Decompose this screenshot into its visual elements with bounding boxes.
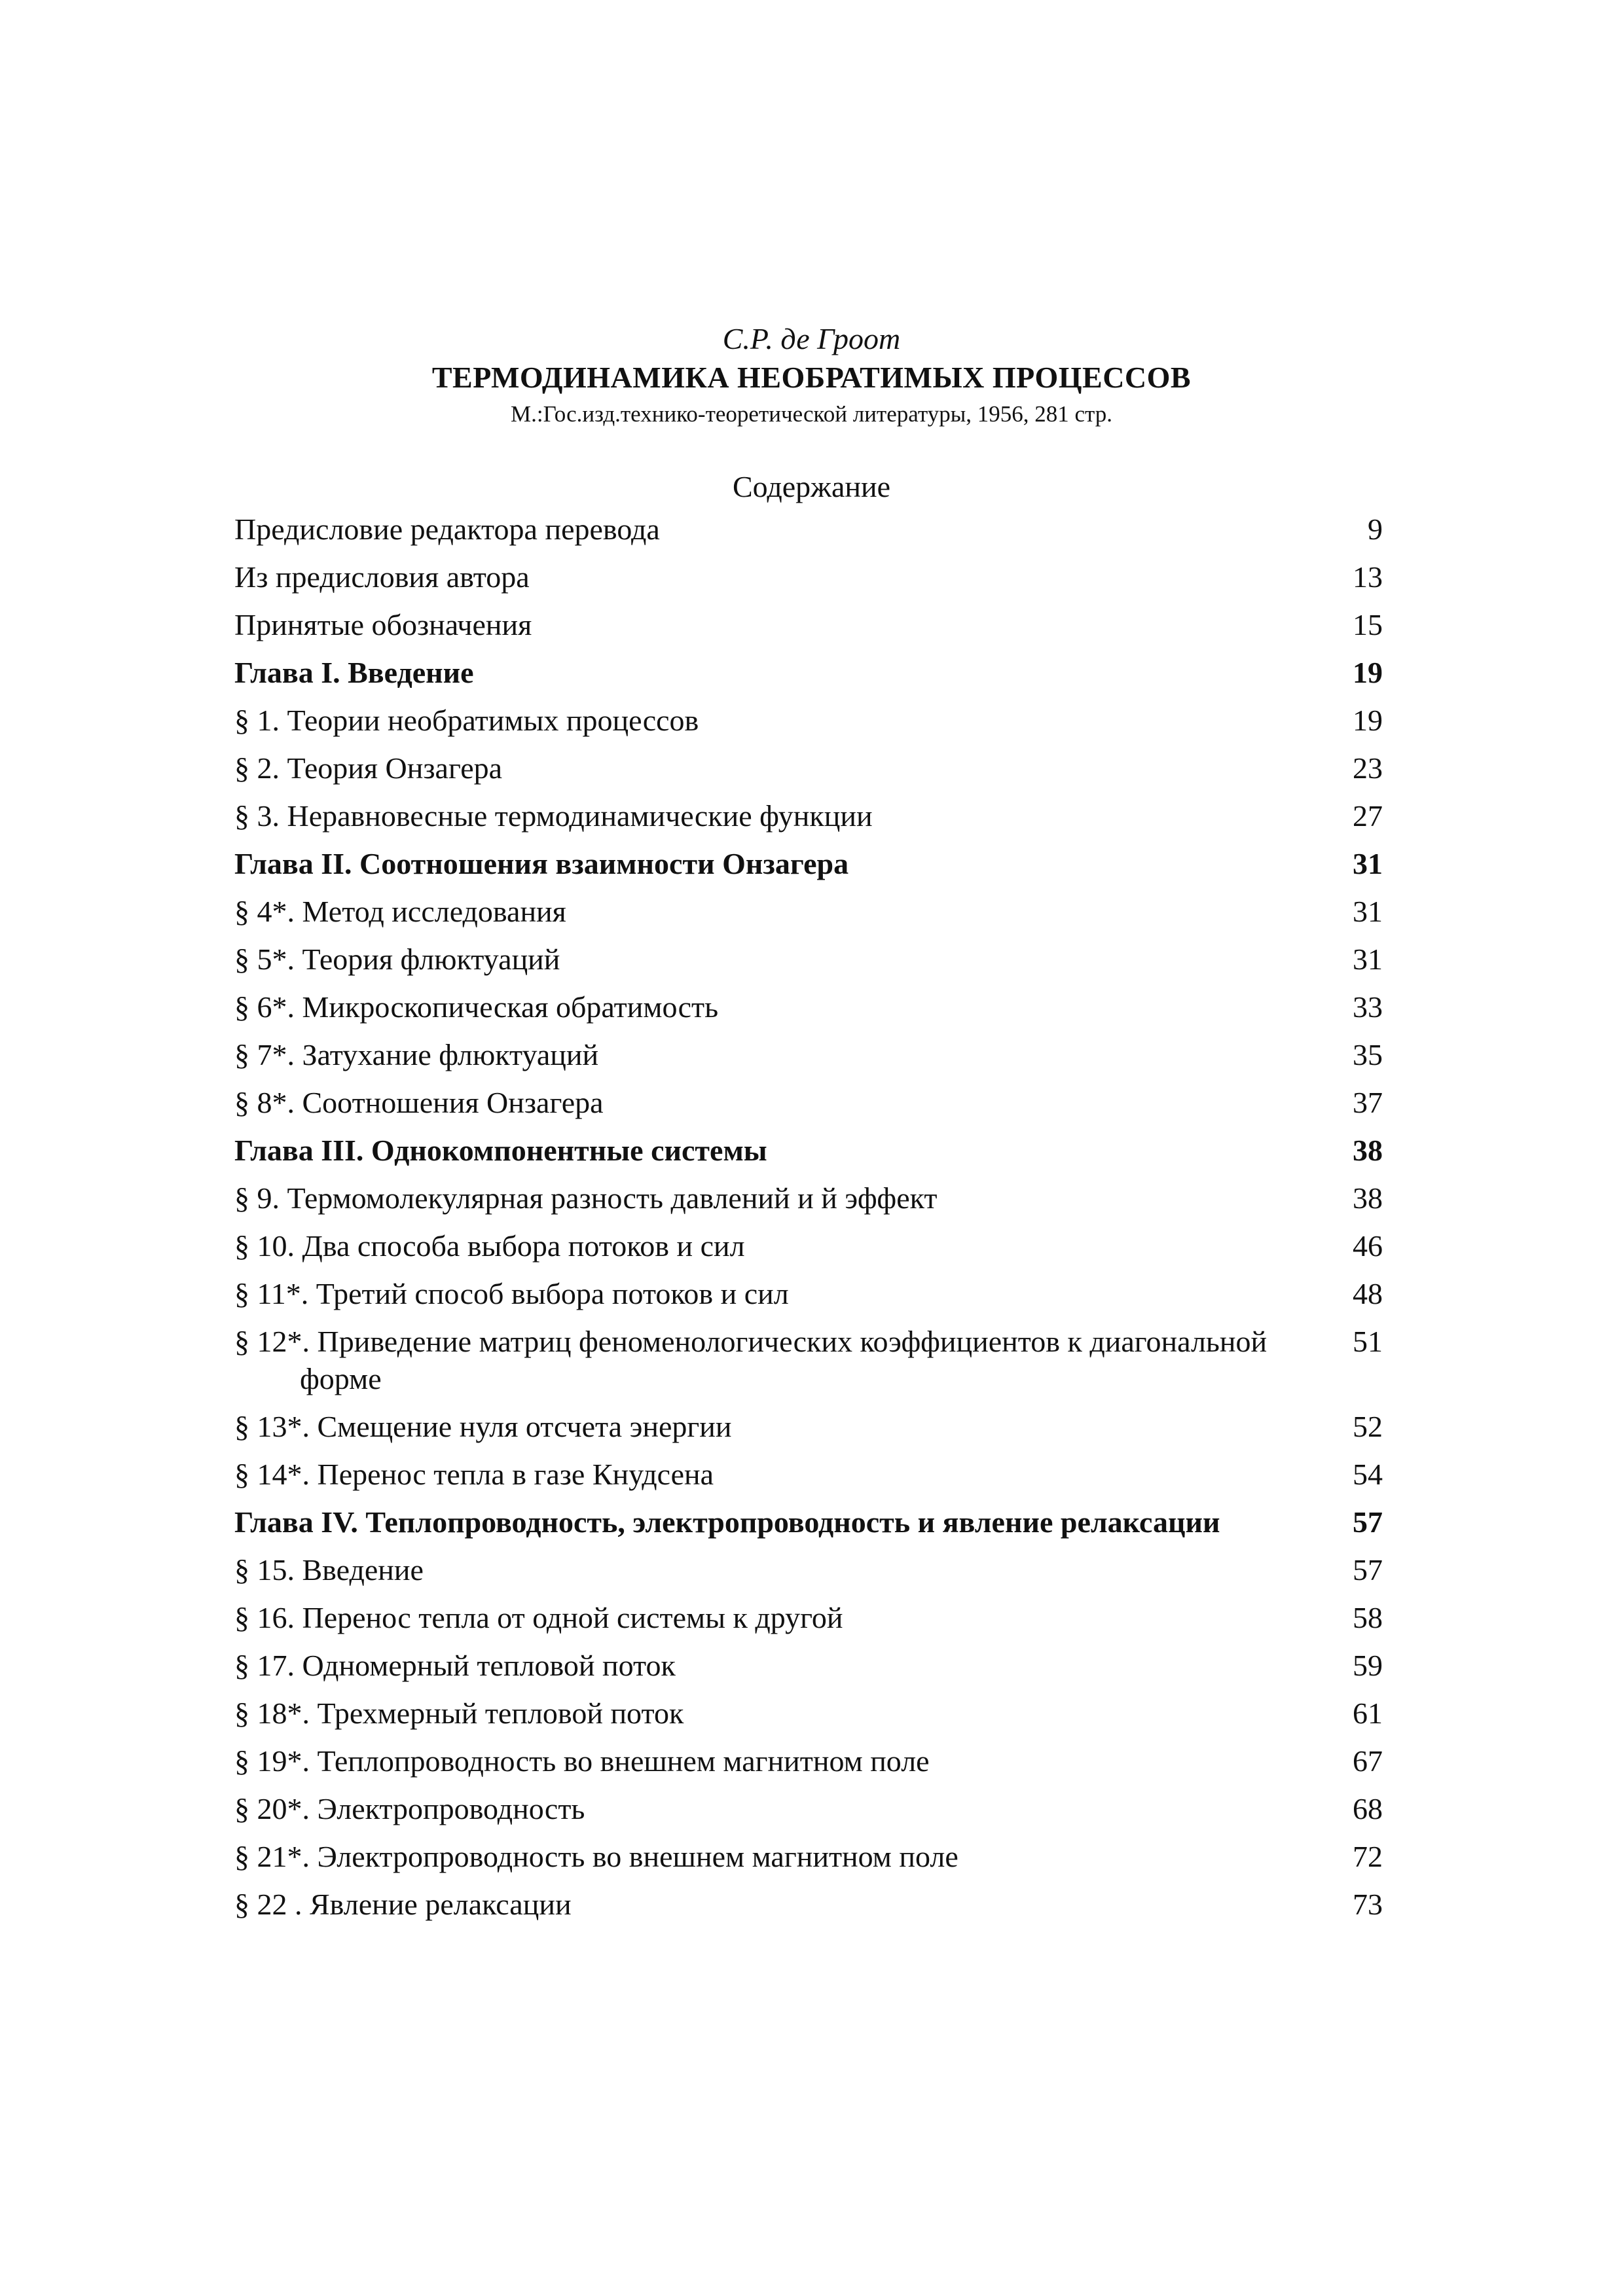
toc-row	[234, 1179, 1383, 1217]
toc-page-number: 33	[1353, 990, 1383, 1024]
toc-row	[234, 1323, 1383, 1397]
toc-page-number: 54	[1353, 1458, 1383, 1491]
toc-page-number: 15	[1353, 608, 1383, 641]
toc-row	[234, 1227, 1383, 1265]
toc-entry-label: § 21*. Электропроводность во внешнем магнитном поле	[234, 1840, 958, 1873]
toc-page-number: 67	[1353, 1744, 1383, 1778]
toc-entry-label: § 13*. Смещение нуля отсчета энергии	[234, 1410, 732, 1443]
toc-row	[234, 1790, 1383, 1827]
table-of-contents	[234, 511, 1383, 1933]
toc-page-number: 68	[1353, 1792, 1383, 1825]
toc-row	[234, 1456, 1383, 1493]
toc-page-number: 19	[1353, 656, 1383, 689]
toc-entry-label: Предисловие редактора перевода	[234, 512, 660, 546]
toc-row	[234, 1551, 1383, 1588]
toc-entry-label: § 12*. Приведение матриц феноменологических коэффициентов к диагональной форме	[234, 1325, 1267, 1395]
toc-page-number: 61	[1353, 1696, 1383, 1730]
toc-page-number: 58	[1353, 1601, 1383, 1634]
toc-row	[234, 1599, 1383, 1636]
toc-page-number: 9	[1368, 512, 1383, 546]
book-title: ТЕРМОДИНАМИКА НЕОБРАТИМЫХ ПРОЦЕССОВ	[431, 361, 1192, 394]
toc-row	[234, 606, 1383, 643]
toc-entry-label: § 14*. Перенос тепла в газе Кнудсена	[234, 1458, 714, 1491]
toc-row	[234, 988, 1383, 1026]
toc-entry-label: § 22 . Явление релаксации	[234, 1888, 572, 1921]
toc-entry-label: Из предисловия автора	[234, 560, 530, 594]
toc-entry-label: § 16. Перенос тепла от одной системы к другой	[234, 1601, 843, 1634]
toc-page-number: 57	[1353, 1553, 1383, 1587]
toc-entry-label: § 7*. Затухание флюктуаций	[234, 1038, 599, 1071]
toc-entry-label: § 3. Неравновесные термодинамические функции	[234, 799, 873, 833]
publisher-info: М.:Гос.изд.технико-теоретической литературы, 1956, 281 стр.	[510, 401, 1112, 427]
toc-page-number: 13	[1353, 560, 1383, 594]
toc-page-number: 57	[1353, 1505, 1383, 1539]
toc-entry-label: § 5*. Теория флюктуаций	[234, 942, 560, 976]
toc-row	[234, 941, 1383, 978]
book-header	[0, 321, 1623, 505]
toc-entry-label: § 17. Одномерный тепловой поток	[234, 1649, 676, 1682]
toc-entry-label: § 9. Термомолекулярная разность давлений и й эффект	[234, 1181, 938, 1215]
toc-page-number: 51	[1353, 1325, 1383, 1358]
toc-page-number: 38	[1353, 1134, 1383, 1167]
book-author: С.Р. де Гроот	[722, 322, 901, 355]
toc-entry-label: § 2. Теория Онзагера	[234, 751, 503, 785]
toc-entry-label: § 6*. Микроскопическая обратимость	[234, 990, 719, 1024]
toc-page-number: 31	[1353, 895, 1383, 928]
toc-page-number: 46	[1353, 1229, 1383, 1263]
toc-row	[234, 1886, 1383, 1923]
toc-page-number: 27	[1353, 799, 1383, 833]
toc-entry-label: Глава IV. Теплопроводность, электропроводность и явление релаксации	[234, 1505, 1220, 1539]
toc-entry-label: § 11*. Третий способ выбора потоков и сил	[234, 1277, 789, 1310]
toc-entry-label: § 18*. Трехмерный тепловой поток	[234, 1696, 684, 1730]
toc-row	[234, 893, 1383, 930]
toc-page-number: 31	[1353, 847, 1383, 880]
toc-row	[234, 1275, 1383, 1312]
toc-chapter-row	[234, 845, 1383, 882]
toc-entry-label: § 20*. Электропроводность	[234, 1792, 585, 1825]
toc-chapter-row	[234, 1132, 1383, 1169]
toc-entry-label: § 1. Теории необратимых процессов	[234, 704, 699, 737]
toc-page-number: 73	[1353, 1888, 1383, 1921]
toc-row	[234, 702, 1383, 739]
toc-entry-label: Глава III. Однокомпонентные системы	[234, 1134, 767, 1167]
toc-page-number: 48	[1353, 1277, 1383, 1310]
toc-page-number: 37	[1353, 1086, 1383, 1119]
toc-row	[234, 749, 1383, 787]
toc-entry-label: Глава II. Соотношения взаимности Онзагера	[234, 847, 849, 880]
toc-row	[234, 1695, 1383, 1732]
toc-entry-label: § 10. Два способа выбора потоков и сил	[234, 1229, 745, 1263]
toc-page-number: 23	[1353, 751, 1383, 785]
toc-row	[234, 1036, 1383, 1073]
toc-entry-label: Глава I. Введение	[234, 656, 474, 689]
toc-entry-label: § 15. Введение	[234, 1553, 424, 1587]
toc-page-number: 31	[1353, 942, 1383, 976]
toc-page-number: 35	[1353, 1038, 1383, 1071]
toc-page-number: 52	[1353, 1410, 1383, 1443]
toc-entry-label: Принятые обозначения	[234, 608, 532, 641]
toc-chapter-row	[234, 1503, 1383, 1541]
toc-page-number: 59	[1353, 1649, 1383, 1682]
toc-row	[234, 797, 1383, 834]
toc-entry-label: § 8*. Соотношения Онзагера	[234, 1086, 604, 1119]
toc-entry-label: § 4*. Метод исследования	[234, 895, 566, 928]
toc-row	[234, 1647, 1383, 1684]
toc-row	[234, 558, 1383, 596]
toc-row	[234, 1084, 1383, 1121]
contents-heading: Содержание	[732, 470, 891, 503]
toc-row	[234, 1742, 1383, 1780]
toc-chapter-row	[234, 654, 1383, 691]
toc-page-number: 72	[1353, 1840, 1383, 1873]
toc-page-number: 38	[1353, 1181, 1383, 1215]
toc-page-number: 19	[1353, 704, 1383, 737]
toc-entry-label: § 19*. Теплопроводность во внешнем магнитном поле	[234, 1744, 930, 1778]
toc-row	[234, 511, 1383, 548]
toc-row	[234, 1838, 1383, 1875]
toc-row	[234, 1408, 1383, 1445]
